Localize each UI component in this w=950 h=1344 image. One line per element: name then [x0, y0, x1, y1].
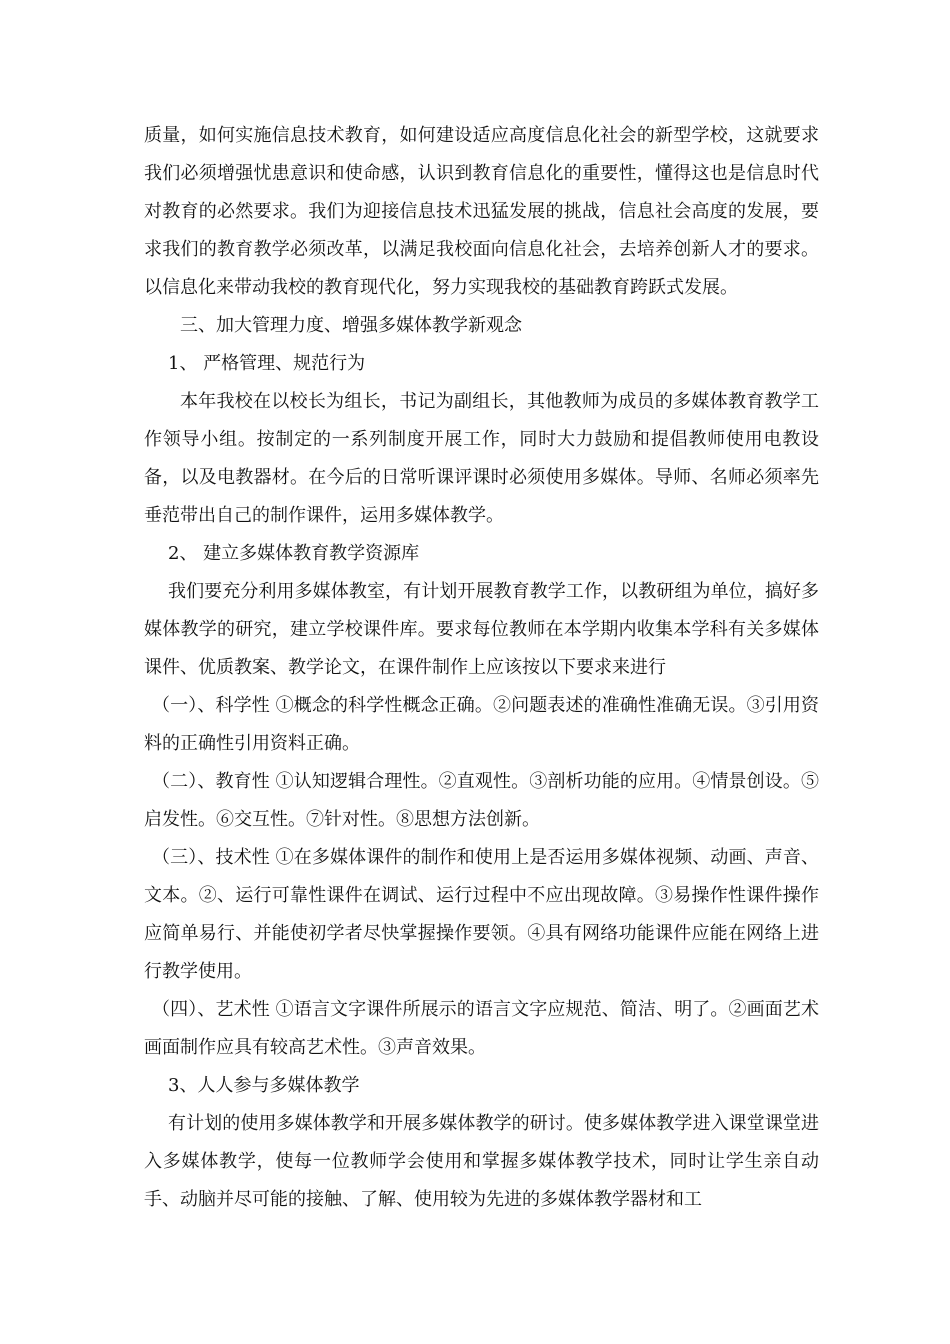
paragraph-leadership-group: 本年我校在以校长为组长，书记为副组长，其他教师为成员的多媒体教育教学工作领导小组。按制定的一系列制度开展工作，同时大力鼓励和提倡教师使用电教设备，以及电教器材。在今后的日常听课评课时必须使用多媒体。导师、名师必须率先垂范带出自己的制作课件，运用多媒体教学。	[144, 391, 819, 526]
criteria-educational: （二）、教育性 ①认知逻辑合理性。②直观性。③剖析功能的应用。④情景创设。⑤启发性。⑥交互性。⑦针对性。⑧思想方法创新。	[144, 771, 819, 830]
paragraph-everyone-participates: 有计划的使用多媒体教学和开展多媒体教学的研讨。使多媒体教学进入课堂课堂进入多媒体教学，使每一位教师学会使用和掌握多媒体教学技术，同时让学生亲自动手、动脑并尽可能的接触、了解、使用较为先进的多媒体教学器材和工	[144, 1113, 819, 1210]
document-body	[144, 117, 819, 1219]
paragraph-intro-continued: 质量，如何实施信息技术教育，如何建设适应高度信息化社会的新型学校，这就要求我们必须增强忧患意识和使命感，认识到教育信息化的重要性，懂得这也是信息时代对教育的必然要求。我们为迎接信息技术迅猛发展的挑战，信息社会高度的发展，要求我们的教育教学必须改革，以满足我校面向信息化社会，去培养创新人才的要求。以信息化来带动我校的教育现代化，努力实现我校的基础教育跨跃式发展。	[144, 125, 819, 298]
criteria-scientific: （一）、科学性 ①概念的科学性概念正确。②问题表述的准确性准确无误。③引用资料的正确性引用资料正确。	[144, 695, 819, 754]
subheading-strict-management: 1、 严格管理、规范行为	[168, 353, 366, 374]
criteria-artistic: （四）、艺术性 ①语言文字课件所展示的语言文字应规范、简洁、明了。②画面艺术画面制作应具有较高艺术性。③声音效果。	[144, 999, 819, 1058]
section-heading-3: 三、加大管理力度、增强多媒体教学新观念	[180, 315, 522, 336]
criteria-technical: （三）、技术性 ①在多媒体课件的制作和使用上是否运用多媒体视频、动画、声音、文本。②、运行可靠性课件在调试、运行过程中不应出现故障。③易操作性课件操作应简单易行、并能使初学者尽快掌握操作要领。④具有网络功能课件应能在网络上进行教学使用。	[144, 847, 819, 982]
subheading-resource-library: 2、 建立多媒体教育教学资源库	[168, 543, 420, 564]
subheading-everyone-participates: 3、人人参与多媒体教学	[168, 1075, 360, 1096]
paragraph-resource-library: 我们要充分利用多媒体教室，有计划开展教育教学工作，以教研组为单位，搞好多媒体教学的研究，建立学校课件库。要求每位教师在本学期内收集本学科有关多媒体课件、优质教案、教学论文，在课件制作上应该按以下要求来进行	[144, 581, 819, 678]
